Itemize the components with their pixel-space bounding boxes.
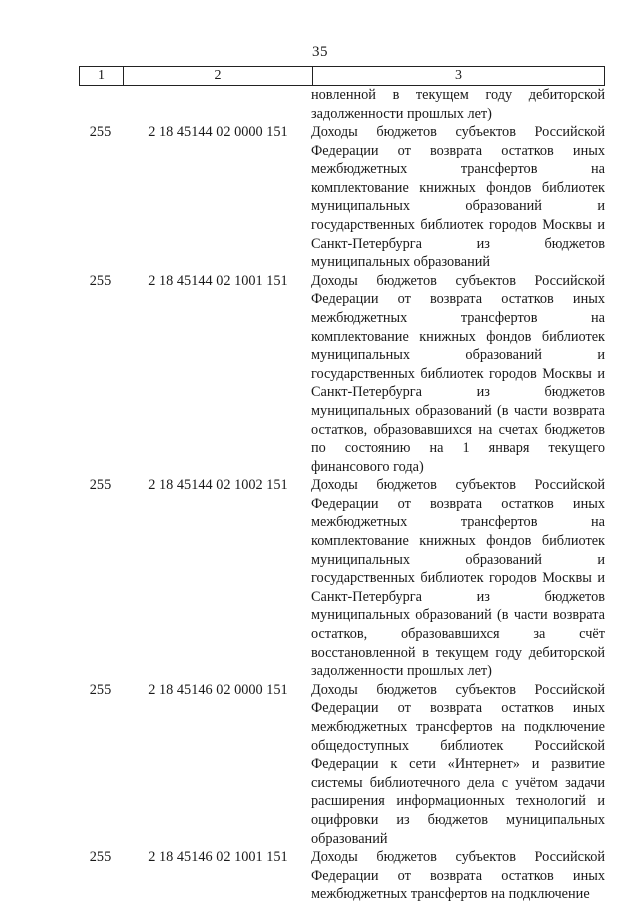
page-number: 35 <box>312 44 328 60</box>
row-description: Доходы бюджетов субъектов Российской Федерации от возврата остатков иных межбюджетных трансфертов на подключение общедоступных библиотек Российской Федерации к сети «Интернет» и развитие системы библиотечного дела с учётом задачи расширения информационных технологий и оцифровки из бюджетов муниципальных образований <box>311 681 605 847</box>
table-row <box>79 272 605 477</box>
row-description: Доходы бюджетов субъектов Российской Федерации от возврата остатков иных межбюджетных трансфертов на подключение <box>311 849 605 903</box>
continued-description: новленной в текущем году дебиторской задолженности прошлых лет) <box>311 87 605 122</box>
table-row <box>79 848 605 904</box>
row-budget-code: 2 18 45144 02 0000 151 <box>148 124 288 140</box>
table-body <box>79 123 605 904</box>
row-admin-code: 255 <box>89 272 112 289</box>
row-description: Доходы бюджетов субъектов Российской Федерации от возврата остатков иных межбюджетных трансфертов на комплектование книжных фондов библиотек муниципальных образований и государственных библиотек городов Москвы и Санкт-Петербурга из бюджетов муниципальных образований (в части возврата остатков, образовавшихся на счетах бюджетов по состоянию на 1 января текущего финансового года) <box>311 272 605 475</box>
row-budget-code: 2 18 45146 02 0000 151 <box>148 681 288 698</box>
row-description: Доходы бюджетов субъектов Российской Федерации от возврата остатков иных межбюджетных трансфертов на комплектование книжных фондов библиотек муниципальных образований и государственных библиотек городов Москвы и Санкт-Петербурга из бюджетов муниципальных образований (в части возврата остатков, образовавшихся за счёт восстановленной в текущем году дебиторской задолженности прошлых лет) <box>311 477 605 680</box>
row-admin-code: 255 <box>89 849 112 866</box>
table-header-row <box>79 66 605 86</box>
row-budget-code: 2 18 45146 02 1001 151 <box>148 849 288 866</box>
column-header-1: 1 <box>80 67 124 85</box>
row-budget-code: 2 18 45144 02 1002 151 <box>148 477 288 494</box>
table-row <box>79 476 605 681</box>
table-row <box>79 681 605 848</box>
row-admin-code: 255 <box>89 477 112 494</box>
row-description: Доходы бюджетов субъектов Российской Федерации от возврата остатков иных межбюджетных трансфертов на комплектование книжных фондов библиотек муниципальных образований и государственных библиотек городов Москвы и Санкт-Петербурга из бюджетов муниципальных образований <box>311 124 605 271</box>
table-row <box>79 123 605 272</box>
column-header-2: 2 <box>124 67 313 85</box>
row-budget-code: 2 18 45144 02 1001 151 <box>148 272 288 289</box>
row-admin-code: 255 <box>89 681 112 698</box>
row-admin-code: 255 <box>89 124 112 140</box>
column-header-3: 3 <box>455 68 462 83</box>
